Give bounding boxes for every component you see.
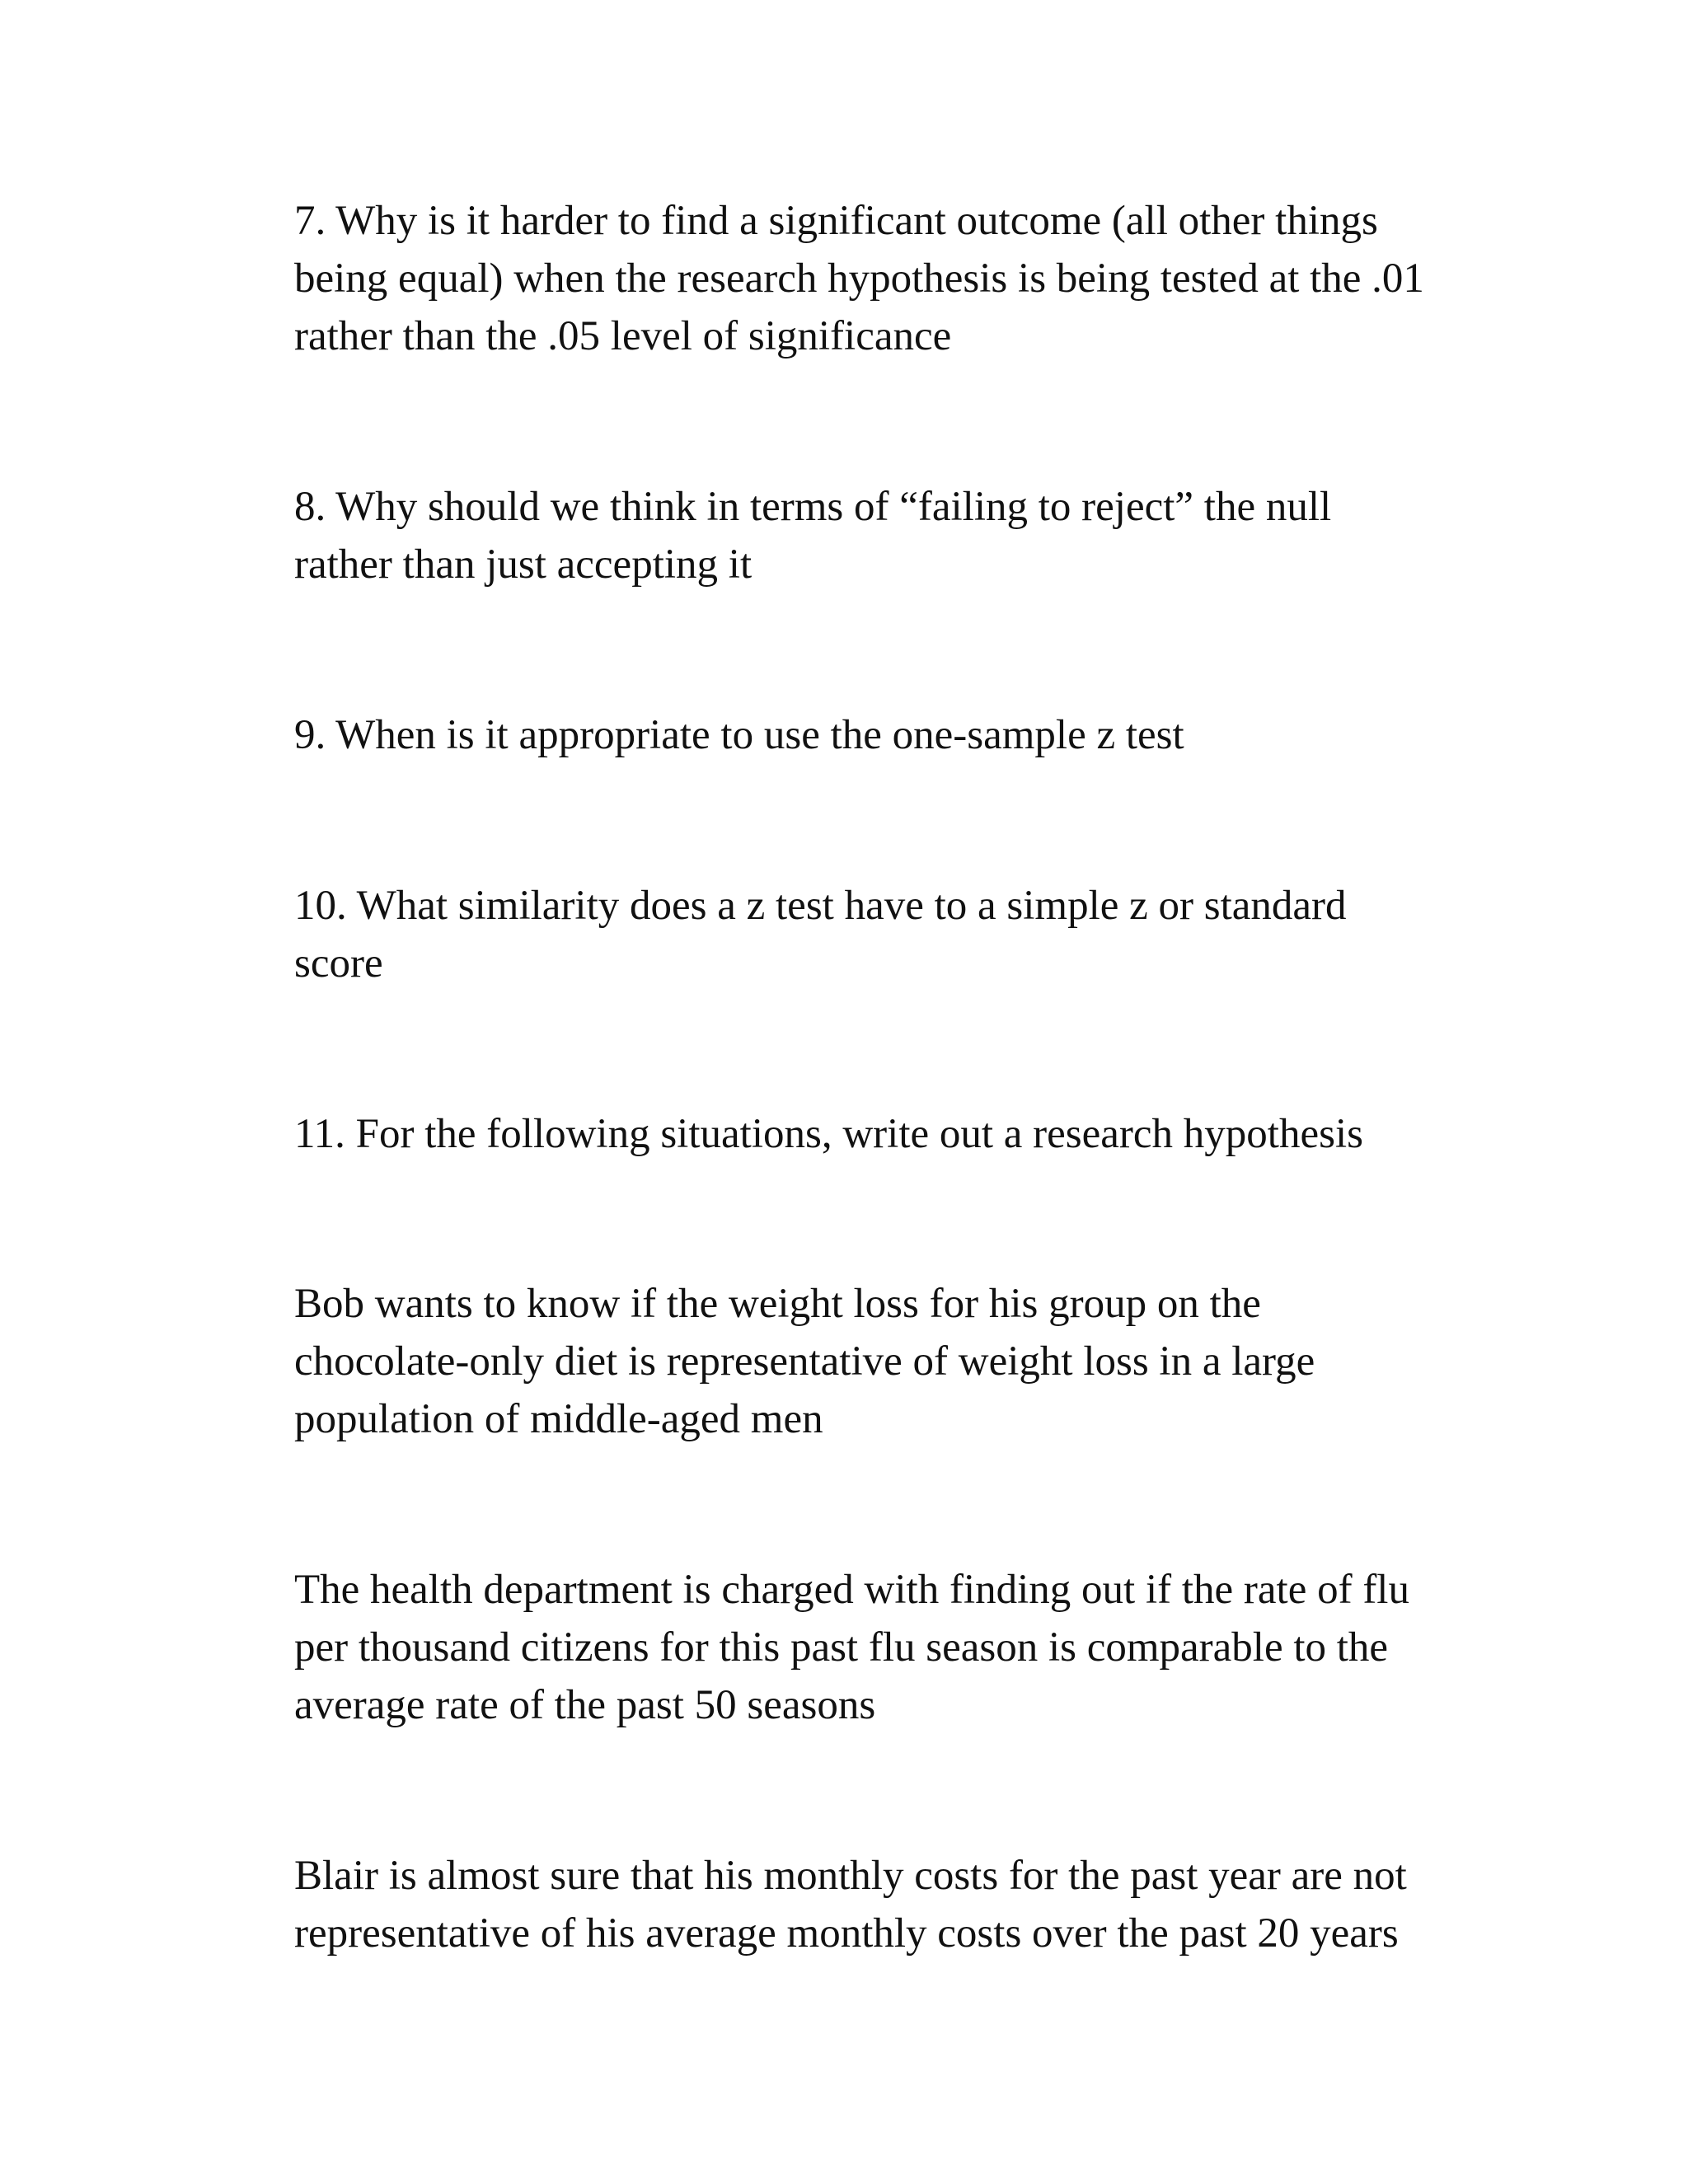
question-11 <box>294 1105 1481 1163</box>
question-8-line: rather than just accepting it <box>294 541 753 588</box>
question-7-line: being equal) when the research hypothesis is being tested at the .01 <box>294 255 1424 302</box>
situation-bob-line: chocolate-only diet is representative of weight loss in a large <box>294 1338 1315 1385</box>
question-8-line: 8. Why should we think in terms of “failing to reject” the null <box>294 484 1332 530</box>
situation-health-line: The health department is charged with finding out if the rate of flu <box>294 1567 1409 1613</box>
situation-bob-line: Bob wants to know if the weight loss for his group on the <box>294 1281 1261 1327</box>
question-10-line: 10. What similarity does a z test have to a simple z or standard <box>294 883 1347 929</box>
question-11-line: 11. For the following situations, write out a research hypothesis <box>294 1111 1363 1157</box>
situation-blair-line: representative of his average monthly costs over the past 20 years <box>294 1910 1399 1957</box>
situation-blair-line: Blair is almost sure that his monthly costs for the past year are not <box>294 1853 1407 1899</box>
question-8 <box>294 478 1481 593</box>
situation-health-line: average rate of the past 50 seasons <box>294 1682 876 1728</box>
situation-health-department <box>294 1561 1481 1734</box>
situation-bob <box>294 1275 1481 1448</box>
question-10-line: score <box>294 940 383 987</box>
question-7-line: 7. Why is it harder to find a significant outcome (all other things <box>294 198 1378 244</box>
question-10 <box>294 877 1481 992</box>
situation-blair <box>294 1847 1481 1962</box>
situation-health-line: per thousand citizens for this past flu season is comparable to the <box>294 1624 1389 1671</box>
question-7 <box>294 192 1481 365</box>
question-7-line: rather than the .05 level of significance <box>294 313 952 359</box>
question-9 <box>294 706 1481 764</box>
question-9-line: 9. When is it appropriate to use the one-sample z test <box>294 712 1184 758</box>
situation-bob-line: population of middle-aged men <box>294 1396 823 1442</box>
